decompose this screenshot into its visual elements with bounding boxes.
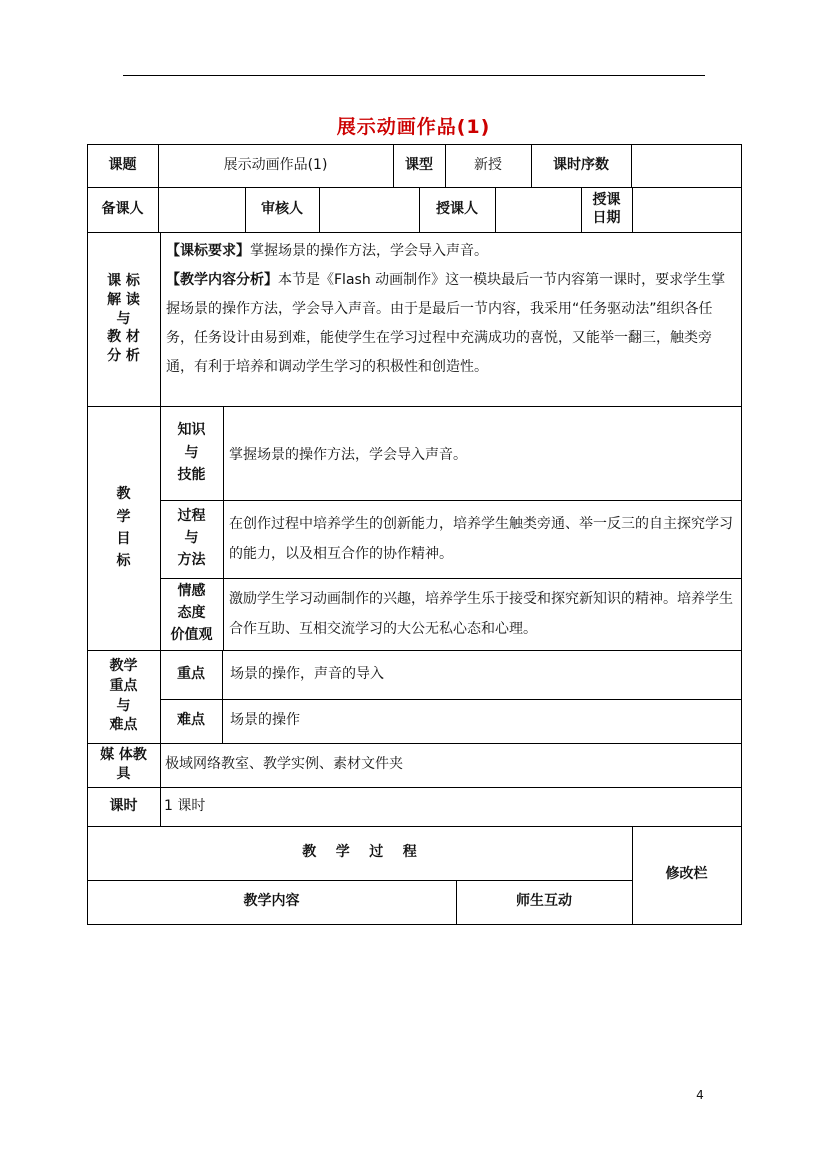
media-text: 极域网络教室、教学实例、素材文件夹	[165, 756, 403, 773]
curriculum-requirement-label: 【课标要求】	[166, 243, 250, 259]
interaction-header: 师生互动	[516, 893, 572, 910]
teacher-label: 授课人	[436, 200, 478, 217]
type-value: 新授	[474, 156, 502, 173]
objective-process-label: 过程 与 方法	[177, 508, 206, 568]
header-rule	[123, 75, 705, 76]
key-point-text: 场景的操作，声音的导入	[230, 665, 384, 682]
difficulty-text: 场景的操作	[230, 712, 300, 729]
teacher-value	[495, 187, 581, 232]
objective-emotion-label: 情感 态度 价值观	[170, 583, 213, 643]
date-value	[632, 187, 741, 232]
objective-knowledge-label: 知识 与 技能	[177, 422, 206, 484]
lesson-value: 展示动画作品(1)	[223, 156, 328, 173]
curriculum-requirement	[166, 237, 736, 266]
objectives-side-label: 教 学 目 标	[116, 486, 131, 570]
difficulty-label: 难点	[177, 712, 205, 729]
hours-text: 1 课时	[164, 797, 206, 814]
process-title: 教 学 过 程	[302, 844, 417, 861]
focus-side-label: 教学 重点 与 难点	[109, 658, 138, 734]
seq-value	[631, 144, 741, 187]
analysis-body	[160, 237, 741, 406]
objective-process-text: 在创作过程中培养学生的创新能力，培养学生触类旁通、举一反三的自主探究学习的能力，以及相互合作的协作精神。	[229, 516, 733, 562]
objective-knowledge-text: 掌握场景的操作方法，学会导入声音。	[229, 447, 467, 463]
media-label: 媒 体教 具	[100, 747, 147, 782]
type-label: 课型	[405, 156, 433, 173]
revision-column: 修改栏	[665, 866, 708, 883]
date-label: 授课 日期	[592, 192, 621, 226]
page-title: 展示动画作品(1)	[336, 116, 491, 138]
content-analysis-label: 【教学内容分析】	[166, 272, 278, 288]
hours-label: 课时	[109, 797, 138, 814]
content-analysis	[166, 266, 736, 382]
lesson-label: 课题	[108, 156, 137, 173]
preparer-label: 备课人	[101, 200, 144, 217]
teaching-content-header: 教学内容	[243, 893, 300, 910]
page-number: 4	[696, 1088, 704, 1102]
analysis-side-label: 课 标 解 读 与 教 材 分 析	[107, 272, 140, 365]
content-analysis-text: 本节是《Flash 动画制作》这一模块最后一节内容第一课时，要求学生掌握场景的操作方法，学会导入声音。由于是最后一节内容，我采用“任务驱动法”组织各任务，任务设计由易到难，能使学生在学习过程中充满成功的喜悦，又能举一翻三，触类旁通，有利于培养和调动学生学习的积极性和创造性。	[166, 272, 726, 375]
key-point-label: 重点	[177, 665, 205, 682]
curriculum-requirement-text: 掌握场景的操作方法，学会导入声音。	[250, 243, 488, 259]
objective-emotion-text: 激励学生学习动画制作的兴趣，培养学生乐于接受和探究新知识的精神。培养学生合作互助、互相交流学习的大公无私心态和心理。	[229, 591, 733, 637]
seq-label: 课时序数	[553, 156, 609, 173]
reviewer-value	[319, 187, 419, 232]
preparer-value	[158, 187, 245, 232]
reviewer-label: 审核人	[261, 200, 303, 217]
